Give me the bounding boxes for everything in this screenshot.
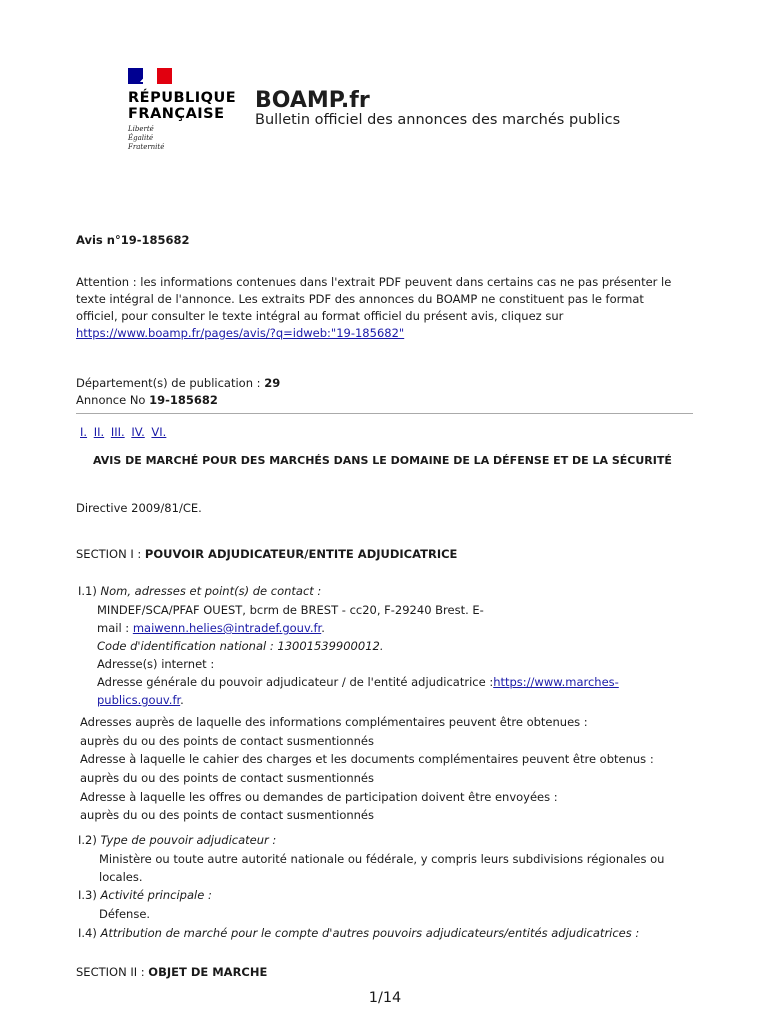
section-2-heading: SECTION II : OBJET DE MARCHE — [76, 965, 268, 979]
general-address-line: Adresse générale du pouvoir adjudicateur / de l'entité adjudicatrice :https://www.marches- — [97, 675, 619, 689]
addr-docs-label: Adresse à laquelle le cahier des charges et les documents complémentaires peuvent être obtenus : — [80, 752, 654, 766]
annonce-value: 19-185682 — [149, 393, 218, 407]
nav-link-section-4[interactable]: IV. — [131, 425, 145, 439]
item-i4-heading: I.4) Attribution de marché pour le compte d'autres pouvoirs adjudicateurs/entités adjudicatrices : — [78, 926, 640, 940]
department-line: Département(s) de publication : 29 — [76, 376, 281, 390]
item-i2-heading: I.2) Type de pouvoir adjudicateur : — [78, 833, 277, 847]
page-number: 1/14 — [368, 990, 402, 1006]
boamp-notice-link[interactable]: https://www.boamp.fr/pages/avis/?q=idweb:"19-185682" — [76, 326, 405, 340]
site-title: BOAMP.fr — [255, 88, 370, 113]
addr-info-value: auprès du ou des points de contact susmentionnés — [80, 734, 374, 748]
motto-egalite: Égalité — [128, 134, 154, 142]
contact-email-line: mail : maiwenn.helies@intradef.gouv.fr. — [97, 621, 325, 635]
nav-link-section-2[interactable]: II. — [93, 425, 105, 439]
authority-type-line-2: locales. — [99, 870, 143, 884]
rf-line-1: RÉPUBLIQUE — [128, 90, 237, 106]
contact-email-link[interactable]: maiwenn.helies@intradef.gouv.fr — [132, 621, 322, 635]
section-1-heading: SECTION I : POUVOIR ADJUDICATEUR/ENTITE ADJUDICATRICE — [76, 547, 458, 561]
motto-fraternite: Fraternité — [128, 143, 165, 151]
authority-type-line-1: Ministère ou toute autre autorité nationale ou fédérale, y compris leurs subdivisions régionales ou — [99, 852, 665, 866]
main-title: AVIS DE MARCHÉ POUR DES MARCHÉS DANS LE DOMAINE DE LA DÉFENSE ET DE LA SÉCURITÉ — [93, 454, 672, 467]
department-value: 29 — [264, 376, 281, 390]
addr-info-label: Adresses auprès de laquelle des informations complémentaires peuvent être obtenues : — [80, 715, 588, 729]
marches-publics-link-part-2[interactable]: publics.gouv.fr — [97, 693, 181, 707]
rf-line-2: FRANÇAISE — [128, 106, 225, 122]
directive: Directive 2009/81/CE. — [76, 501, 202, 515]
site-subtitle: Bulletin officiel des annonces des marchés publics — [255, 112, 621, 128]
item-i3-heading: I.3) Activité principale : — [78, 888, 212, 902]
annonce-line: Annonce No 19-185682 — [76, 393, 218, 407]
attention-line-1: Attention : les informations contenues dans l'extrait PDF peuvent dans certains cas ne pas présenter le — [76, 275, 672, 289]
attention-line-2: texte intégral de l'annonce. Les extraits PDF des annonces du BOAMP ne constituent pas le format — [76, 292, 644, 306]
notice-label: Avis n°19-185682 — [76, 233, 190, 247]
nav-link-section-3[interactable]: III. — [110, 425, 125, 439]
addr-offers-value: auprès du ou des points de contact susmentionnés — [80, 808, 374, 822]
addr-offers-label: Adresse à laquelle les offres ou demandes de participation doivent être envoyées : — [80, 790, 558, 804]
divider — [76, 413, 693, 414]
general-address-line-2: publics.gouv.fr. — [97, 693, 184, 707]
identification-code: Code d'identification national : 13001539900012. — [97, 639, 384, 653]
internet-addresses-label: Adresse(s) internet : — [97, 657, 215, 671]
section-2-title: OBJET DE MARCHE — [148, 965, 268, 979]
attention-line-3: officiel, pour consulter le texte intégral au format officiel du présent avis, cliquez sur — [76, 309, 564, 323]
motto-liberte: Liberté — [128, 125, 154, 133]
addr-docs-value: auprès du ou des points de contact susmentionnés — [80, 771, 374, 785]
nav-link-section-1[interactable]: I. — [80, 425, 88, 439]
item-i1-heading: I.1) Nom, adresses et point(s) de contact : — [78, 584, 322, 598]
marches-publics-link-part-1[interactable]: https://www.marches- — [493, 675, 619, 689]
section-nav — [80, 423, 169, 441]
contact-address: MINDEF/SCA/PFAF OUEST, bcrm de BREST - cc20, F-29240 Brest. E- — [97, 603, 484, 617]
nav-link-section-6[interactable]: VI. — [151, 425, 167, 439]
republique-francaise-logo-icon — [128, 68, 172, 84]
main-activity: Défense. — [99, 907, 151, 921]
section-1-title: POUVOIR ADJUDICATEUR/ENTITE ADJUDICATRICE — [144, 547, 458, 561]
